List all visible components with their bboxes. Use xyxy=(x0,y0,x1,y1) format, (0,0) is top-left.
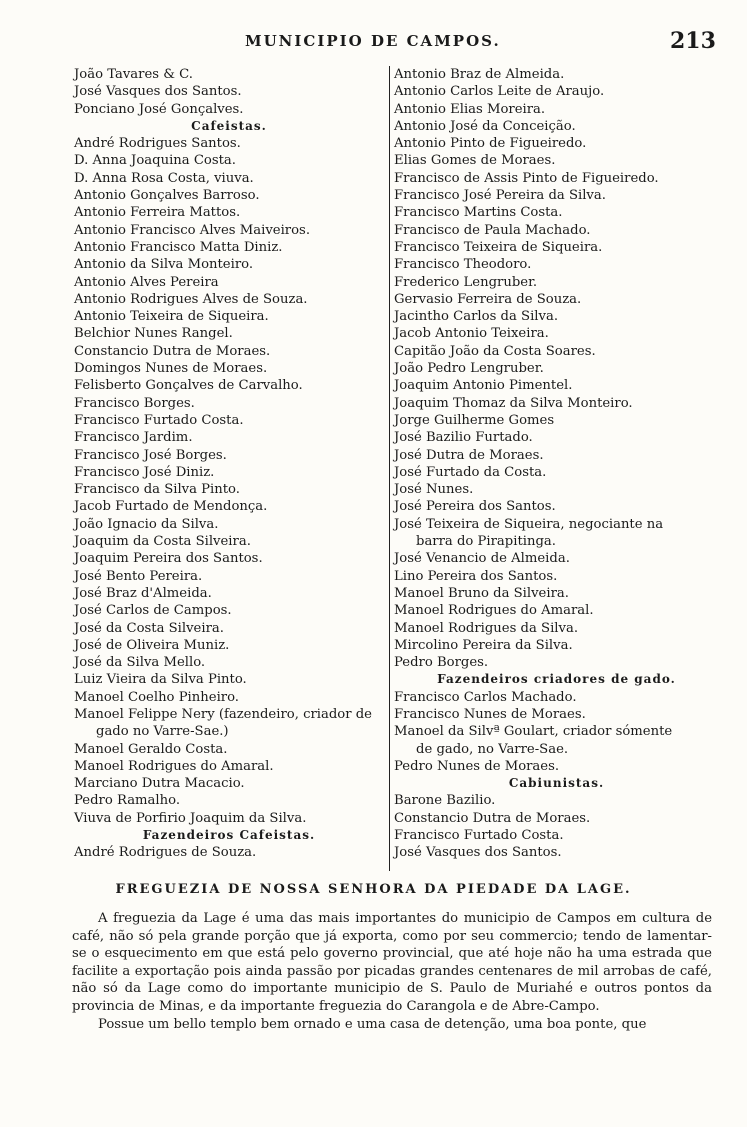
list-item: Antonio da Silva Monteiro. xyxy=(74,257,254,273)
list-item: Francisco da Silva Pinto. xyxy=(74,482,240,498)
list-item: José Venancio de Almeida. xyxy=(394,551,570,567)
right-column xyxy=(389,66,719,871)
list-item: Francisco Borges. xyxy=(74,395,195,411)
list-item: Francisco de Assis Pinto de Figueiredo. xyxy=(394,170,659,186)
list-item: João Pedro Lengruber. xyxy=(394,361,544,377)
section-heading-criadores: Fazendeiros criadores de gado. xyxy=(437,672,676,687)
list-item: Francisco Carlos Machado. xyxy=(394,689,577,705)
list-item: José Bazilio Furtado. xyxy=(394,430,533,446)
list-item: Antonio Carlos Leite de Araujo. xyxy=(394,84,605,100)
list-item: Capitão João da Costa Soares. xyxy=(394,343,596,359)
list-item: Antonio Gonçalves Barroso. xyxy=(74,188,260,204)
list-item: Gervasio Ferreira de Souza. xyxy=(394,291,582,307)
list-item: Jacob Furtado de Mendonça. xyxy=(74,499,268,515)
list-item: José Carlos de Campos. xyxy=(74,603,232,619)
list-item: D. Anna Rosa Costa, viuva. xyxy=(74,170,254,186)
list-item: José Braz d'Almeida. xyxy=(74,585,212,601)
list-item: Jorge Guilherme Gomes xyxy=(394,412,555,428)
list-item: Francisco José Borges. xyxy=(74,447,227,463)
list-item: João Tavares & C. xyxy=(74,67,193,82)
list-item: Francisco Furtado Costa. xyxy=(394,828,564,844)
list-item: Francisco José Diniz. xyxy=(74,464,215,480)
list-item: Antonio Rodrigues Alves de Souza. xyxy=(74,291,308,307)
left-column xyxy=(74,66,384,862)
list-item: Francisco José Pereira da Silva. xyxy=(394,188,606,204)
list-item: Manoel Rodrigues da Silva. xyxy=(394,620,579,636)
list-item: José Dutra de Moraes. xyxy=(394,447,544,463)
list-item: José da Silva Mello. xyxy=(74,655,206,671)
list-item: Pedro Nunes de Moraes. xyxy=(394,758,560,774)
paragraph: A freguezia da Lage é uma das mais importantes do municipio de Campos em cultura de café, não só pela grande porção que já exporta, como por seu commercio; tendo de lamentar-se o esquecimento em que está pelo governo provincial, que até hoje não ha uma estrada que facilite a exportação pois ainda passão por picadas grandes centenares de mil arrobas de café, não só da Lage como do importante municipio de S. Paulo de Muriahé e outros pontos da provincia de Minas, e da importante freguezia do Carangola e de Abre-Campo. xyxy=(72,911,712,1014)
page-number: 213 xyxy=(670,28,716,54)
list-item: Constancio Dutra de Moraes. xyxy=(394,810,591,826)
list-item: Manoel Geraldo Costa. xyxy=(74,741,228,757)
list-item: José Nunes. xyxy=(394,482,474,498)
list-item: Manoel da Silvª Goulart, criador sómente xyxy=(394,724,673,740)
list-item: Manoel Rodrigues do Amaral. xyxy=(394,603,594,619)
list-item: Antonio Alves Pereira xyxy=(74,274,219,290)
body-text xyxy=(72,910,712,1033)
list-item: Manoel Rodrigues do Amaral. xyxy=(74,758,274,774)
list-item: José Vasques dos Santos. xyxy=(74,84,242,100)
list-item: José Teixeira de Siqueira, negociante na xyxy=(394,516,664,532)
list-item: Antonio Francisco Alves Maiveiros. xyxy=(74,222,311,238)
list-item: Barone Bazilio. xyxy=(394,793,496,809)
list-item: Antonio José da Conceição. xyxy=(394,118,576,134)
list-item: Constancio Dutra de Moraes. xyxy=(74,343,271,359)
list-item: Manoel Felippe Nery (fazendeiro, criador de xyxy=(74,706,372,722)
list-item: José Furtado da Costa. xyxy=(394,464,547,480)
list-item: D. Anna Joaquina Costa. xyxy=(74,153,236,169)
list-item: Francisco Martins Costa. xyxy=(394,205,563,221)
list-item: José Bento Pereira. xyxy=(74,568,203,584)
list-item: Antonio Elias Moreira. xyxy=(394,101,546,117)
list-item: Felisberto Gonçalves de Carvalho. xyxy=(74,378,303,394)
list-item: Francisco Teixeira de Siqueira. xyxy=(394,239,603,255)
list-item-continuation: gado no Varre-Sae.) xyxy=(96,724,229,740)
list-item: Domingos Nunes de Moraes. xyxy=(74,361,268,377)
list-item: Luiz Vieira da Silva Pinto. xyxy=(74,672,247,688)
list-item: Manoel Bruno da Silveira. xyxy=(394,585,569,601)
list-item: Pedro Ramalho. xyxy=(74,793,181,809)
paragraph: Possue um bello templo bem ornado e uma casa de detenção, uma boa ponte, que xyxy=(98,1016,647,1032)
list-item: Ponciano José Gonçalves. xyxy=(74,101,244,117)
list-item: Elias Gomes de Moraes. xyxy=(394,153,556,169)
list-item: Francisco de Paula Machado. xyxy=(394,222,591,238)
list-item: Jacob Antonio Teixeira. xyxy=(394,326,549,342)
list-item: Joaquim Thomaz da Silva Monteiro. xyxy=(394,395,633,411)
list-item: Manoel Coelho Pinheiro. xyxy=(74,689,239,705)
list-item: André Rodrigues de Souza. xyxy=(74,845,257,861)
list-item: Belchior Nunes Rangel. xyxy=(74,326,233,342)
list-item: Joaquim da Costa Silveira. xyxy=(74,534,251,550)
list-item: Antonio Braz de Almeida. xyxy=(394,67,565,82)
list-item: Antonio Pinto de Figueiredo. xyxy=(394,136,587,152)
section-title: FREGUEZIA DE NOSSA SENHORA DA PIEDADE DA LAGE. xyxy=(115,882,632,897)
list-item: José de Oliveira Muniz. xyxy=(74,637,230,653)
list-item: Joaquim Pereira dos Santos. xyxy=(74,551,263,567)
section-heading-fazendeiros-cafeistas: Fazendeiros Cafeistas. xyxy=(142,828,316,843)
list-item: André Rodrigues Santos. xyxy=(74,136,241,152)
section-heading-cafeistas: Cafeistas. xyxy=(191,118,267,133)
list-item: Frederico Lengruber. xyxy=(394,274,538,290)
list-item: Francisco Theodoro. xyxy=(394,257,532,273)
list-item: Mircolino Pereira da Silva. xyxy=(394,637,573,653)
list-item: João Ignacio da Silva. xyxy=(74,516,219,532)
section-heading-cabiunistas: Cabiunistas. xyxy=(508,776,605,791)
list-item: Marciano Dutra Macacio. xyxy=(74,776,245,792)
list-item: Jacintho Carlos da Silva. xyxy=(394,309,559,325)
list-item: Francisco Furtado Costa. xyxy=(74,412,244,428)
list-item: José da Costa Silveira. xyxy=(74,620,224,636)
list-item: Antonio Francisco Matta Diniz. xyxy=(74,239,283,255)
list-item-continuation: de gado, no Varre-Sae. xyxy=(416,741,569,757)
list-item: José Vasques dos Santos. xyxy=(394,845,562,861)
list-item: Francisco Nunes de Moraes. xyxy=(394,706,586,722)
list-item: Antonio Teixeira de Siqueira. xyxy=(74,309,269,325)
list-item: Antonio Ferreira Mattos. xyxy=(74,205,241,221)
list-item: José Pereira dos Santos. xyxy=(394,499,556,515)
list-item: Francisco Jardim. xyxy=(74,430,193,446)
list-item-continuation: barra do Pirapitinga. xyxy=(416,534,556,550)
running-title: MUNICIPIO DE CAMPOS. xyxy=(245,32,501,50)
list-item: Pedro Borges. xyxy=(394,655,489,671)
list-item: Joaquim Antonio Pimentel. xyxy=(394,378,573,394)
list-item: Lino Pereira dos Santos. xyxy=(394,568,558,584)
page-header xyxy=(0,28,747,54)
list-item: Viuva de Porfirio Joaquim da Silva. xyxy=(74,810,307,826)
